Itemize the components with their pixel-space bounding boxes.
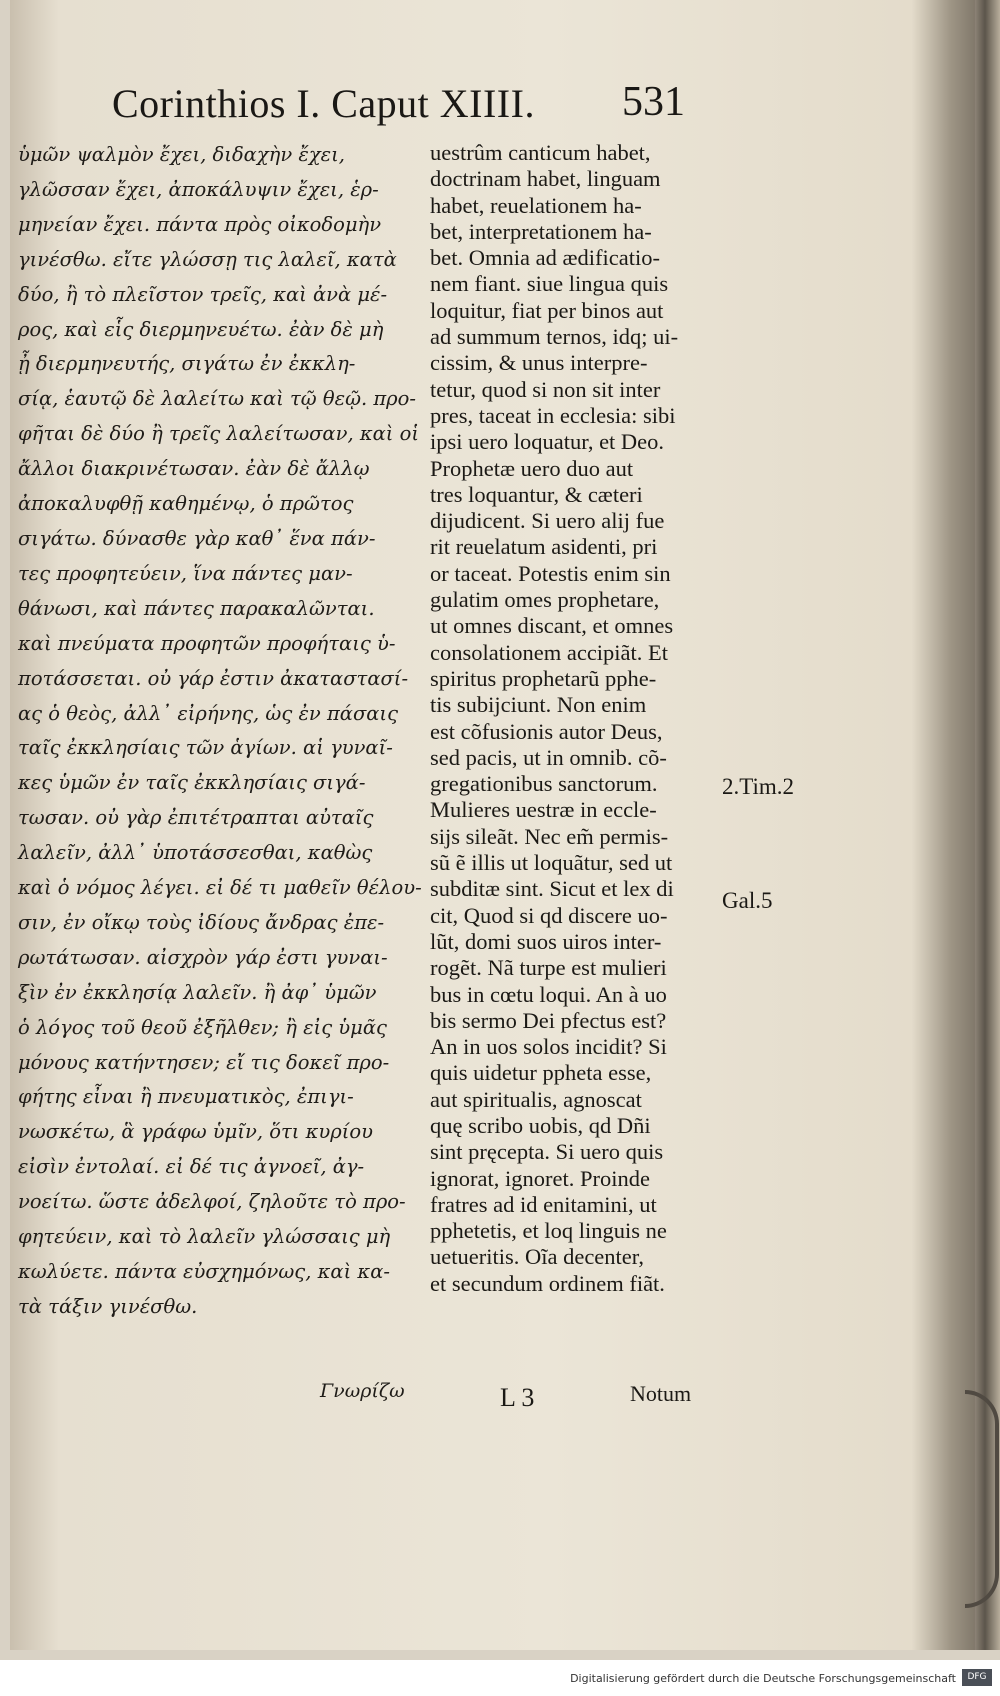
latin-text-line: rit reuelatum asidenti, pri: [430, 534, 658, 560]
running-head: Corinthios I. Caput XIIII.: [112, 81, 535, 126]
latin-text-line: subditæ sint. Sicut et lex di: [430, 876, 674, 902]
latin-text-line: lũt, domi suos uiros inter-: [430, 928, 662, 954]
latin-text-line: bet, interpretationem ha-: [430, 218, 652, 244]
dfg-logo: DFG: [962, 1669, 992, 1686]
greek-text-line: γλῶσσαν ἔχει, ἀποκάλυψιν ἔχει, ἑρ-: [18, 177, 379, 201]
greek-text-line: ρωτάτωσαν. αἰσχρὸν γάρ ἐστι γυναι-: [18, 945, 388, 969]
latin-text-line: nem fiant. siue lingua quis: [430, 271, 669, 297]
greek-text-line: ποτάσσεται. οὐ γάρ ἐστιν ἀκαταστασί-: [18, 666, 409, 690]
latin-text-line: quis uidetur ppheta esse,: [430, 1060, 652, 1086]
latin-text-line: sũ ẽ illis ut loquãtur, sed ut: [430, 850, 673, 876]
latin-text-line: pres, taceat in ecclesia: sibi: [430, 402, 676, 428]
latin-text-line: consolationem accipiãt. Et: [430, 639, 669, 665]
greek-text-line: σιν, ἐν οἴκῳ τοὺς ἰδίους ἄνδρας ἐπε-: [18, 910, 385, 934]
greek-catchword: Γνωρίζω: [320, 1380, 405, 1402]
latin-text-line: ipsi uero loquatur, et Deo.: [430, 429, 665, 455]
greek-text-line: ὁ λόγος τοῦ θεοῦ ἐξῆλθεν; ἢ εἰς ὑμᾶς: [18, 1015, 387, 1039]
latin-text-line: fratres ad id enitamini, ut: [430, 1191, 657, 1217]
latin-text-line: or taceat. Potestis enim sin: [430, 560, 671, 586]
greek-text-line: καὶ πνεύματα προφητῶν προφήταις ὑ-: [18, 631, 396, 655]
greek-text-line: θάνωσι, καὶ πάντες παρακαλῶνται.: [18, 596, 375, 620]
greek-text-line: νοείτω. ὥστε ἀδελφοί, ζηλοῦτε τὸ προ-: [18, 1190, 406, 1214]
greek-text-line: κωλύετε. πάντα εὐσχημόνως, καὶ κα-: [18, 1260, 390, 1283]
greek-text-line: ρος, καὶ εἷς διερμηνευέτω. ἐὰν δὲ μὴ: [18, 317, 384, 341]
greek-text-line: ᾖ διερμηνευτής, σιγάτω ἐν ἐκκλη-: [18, 352, 356, 376]
greek-text-line: σίᾳ, ἑαυτῷ δὲ λαλείτω καὶ τῷ θεῷ. προ-: [18, 387, 416, 411]
greek-text-line: ἄλλοι διακρινέτωσαν. ἐὰν δὲ ἄλλῳ: [18, 457, 370, 481]
greek-text-line: φητεύειν, καὶ τὸ λαλεῖν γλώσσαις μὴ: [18, 1225, 391, 1249]
latin-text-line: ignorat, ignoret. Proinde: [430, 1165, 650, 1191]
greek-text-line: τες προφητεύειν, ἵνα πάντες μαν-: [18, 561, 353, 585]
greek-text-line: ταῖς ἐκκλησίαις τῶν ἁγίων. αἱ γυναῖ-: [18, 736, 393, 760]
greek-text-line: νωσκέτω, ἃ γράφω ὑμῖν, ὅτι κυρίου: [18, 1120, 373, 1144]
latin-text-line: sed pacis, ut in omnib. cõ-: [430, 744, 667, 770]
margin-note-reference: Gal.5: [722, 888, 773, 913]
latin-text-line: spiritus prophetarũ pphe-: [430, 665, 657, 691]
greek-text-line: φῆται δὲ δύο ἢ τρεῖς λαλείτωσαν, καὶ οἱ: [18, 422, 420, 446]
latin-text-line: ad summum ternos, idq; ui-: [430, 324, 679, 350]
latin-text-line: uestrûm canticum habet,: [430, 140, 651, 165]
latin-text-line: cissim, & unus interpre-: [430, 350, 648, 376]
latin-text-line: tis subijciunt. Non enim: [430, 692, 647, 718]
latin-text-line: cit, Quod si qd discere uo-: [430, 902, 668, 928]
latin-text-line: bet. Omnia ad ædificatio-: [430, 245, 660, 271]
latin-text-line: Prophetæ uero duo aut: [430, 455, 634, 481]
latin-text-line: aut spiritualis, agnoscat: [430, 1086, 642, 1112]
greek-text-line: καὶ ὁ νόμος λέγει. εἰ δέ τι μαθεῖν θέλου-: [18, 876, 422, 900]
greek-text-line: κες ὑμῶν ἐν ταῖς ἐκκλησίαις σιγά-: [18, 771, 366, 795]
latin-text-line: uetueritis. Oĩa decenter,: [430, 1244, 645, 1270]
greek-text-column: [18, 138, 422, 1325]
greek-text-line: φήτης εἶναι ἢ πνευματικὸς, ἐπιγι-: [18, 1085, 354, 1109]
latin-text-column: [430, 140, 720, 1297]
latin-text-line: ut omnes discant, et omnes: [430, 613, 674, 639]
greek-text-line: ξὶν ἐν ἐκκλησίᾳ λαλεῖν. ἢ ἀφ᾽ ὑμῶν: [18, 980, 377, 1004]
greek-text-line: μόνους κατήντησεν; εἴ τις δοκεῖ προ-: [18, 1050, 390, 1074]
book-clip: [965, 1390, 999, 1608]
latin-text-line: et secundum ordinem fiãt.: [430, 1270, 665, 1296]
page-number: 531: [622, 79, 685, 125]
latin-text-line: est cõfusionis autor Deus,: [430, 718, 663, 744]
latin-text-line: pphetetis, et loq linguis ne: [430, 1218, 667, 1244]
greek-text-line: τωσαν. οὐ γὰρ ἐπιτέτραπται αὐταῖς: [18, 806, 374, 830]
latin-text-line: habet, reuelationem ha-: [430, 192, 642, 218]
latin-text-line: gulatim omes prophetare,: [430, 587, 660, 613]
greek-text-line: ὑμῶν ψαλμὸν ἔχει, διδαχὴν ἔχει,: [18, 143, 345, 166]
latin-text-line: quę scribo uobis, qd Dñi: [430, 1112, 651, 1138]
latin-text-line: sijs sileãt. Nec em̃ permis-: [430, 823, 669, 849]
greek-text-line: μηνείαν ἔχει. πάντα πρὸς οἰκοδομὴν: [18, 212, 382, 236]
latin-text-line: loquitur, fiat per binos aut: [430, 297, 664, 323]
greek-text-line: λαλεῖν, ἀλλ᾽ ὑποτάσσεσθαι, καθὼς: [18, 841, 373, 865]
signature-mark: L 3: [500, 1383, 535, 1412]
latin-text-line: tres loquantur, & cæteri: [430, 481, 643, 507]
greek-text-line: γινέσθω. εἴτε γλώσσῃ τις λαλεῖ, κατὰ: [18, 247, 397, 271]
greek-text-line: δύο, ἢ τὸ πλεῖστον τρεῖς, καὶ ἀνὰ μέ-: [18, 282, 388, 306]
greek-text-line: τὰ τάξιν γινέσθω.: [18, 1294, 198, 1318]
funding-credit: Digitalisierung gefördert durch die Deutsche Forschungsgemeinschaft: [570, 1672, 956, 1685]
greek-text-line: εἰσὶν ἐντολαί. εἰ δέ τις ἀγνοεῖ, ἀγ-: [18, 1155, 365, 1179]
latin-text-line: rogẽt. Nã turpe est mulieri: [430, 955, 667, 981]
greek-text-line: ἀποκαλυφθῇ καθημένῳ, ὁ πρῶτος: [18, 492, 354, 516]
latin-catchword: Notum: [630, 1381, 692, 1406]
latin-text-line: An in uos solos incidit? Si: [430, 1034, 667, 1060]
latin-text-line: dijudicent. Si uero alij fue: [430, 508, 665, 534]
margin-note-reference: 2.Tim.2: [722, 774, 795, 799]
latin-text-line: bus in cœtu loqui. An à uo: [430, 981, 667, 1007]
latin-text-line: tetur, quod si non sit inter: [430, 376, 661, 402]
latin-text-line: Mulieres uestræ in eccle-: [430, 797, 657, 823]
latin-text-line: bis sermo Dei pfectus est?: [430, 1007, 667, 1033]
latin-text-line: sint pręcepta. Si uero quis: [430, 1139, 664, 1165]
latin-text-line: gregationibus sanctorum.: [430, 771, 658, 797]
greek-text-line: σιγάτω. δύνασθε γὰρ καθ᾽ ἕνα πάν-: [18, 526, 376, 550]
footer-bar: [0, 1660, 1000, 1696]
greek-text-line: ας ὁ θεὸς, ἀλλ᾽ εἰρήνης, ὡς ἐν πάσαις: [18, 701, 399, 725]
latin-text-line: doctrinam habet, linguam: [430, 166, 661, 192]
